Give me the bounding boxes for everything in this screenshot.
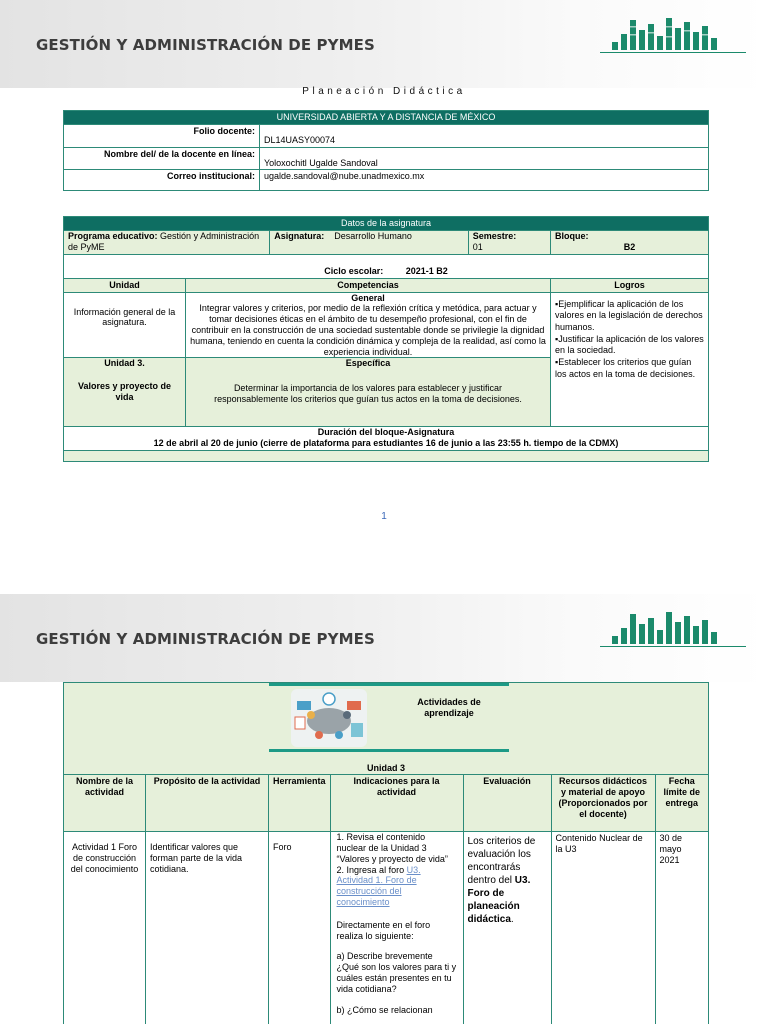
document-title: Planeación Didáctica [302,86,466,97]
unit3-label: Unidad 3. [104,358,145,369]
city-skyline-bars-icon [612,14,718,50]
competencies-header-row [64,278,709,292]
activity-evaluation [463,832,551,1024]
subject-data-table [63,216,709,462]
teacher-row [64,124,709,147]
col-unit: Unidad [64,278,186,292]
instruction-step-2: 2. Ingresa al foro [336,864,405,875]
email-value: ugalde.sandoval@nube.unadmexico.mx [260,170,709,191]
col-activity-name: Nombre de la actividad [64,775,146,832]
instruction-step-a: a) Describe brevemente ¿Qué son los valores para ti y cuáles están presentes en tu vida cotidiana? [336,951,457,994]
col-resources: Recursos didácticos y material de apoyo (Proporcionados por el docente) [551,775,655,832]
col-deadline: Fecha límite de entrega [655,775,708,832]
program-label: Programa educativo: [68,230,158,241]
col-purpose: Propósito de la actividad [146,775,269,832]
meeting-table-illustration-icon [289,687,369,749]
block-cell [551,230,709,254]
unit3-name: Valores y proyecto de vida [77,381,172,402]
block-value: B2 [623,241,636,252]
activity-tool: Foro [269,832,331,1024]
activity-name: Actividad 1 Foro de construcción del conocimiento [64,832,146,1024]
general-competency-cell [186,292,551,358]
brand-title: GESTIÓN Y ADMINISTRACIÓN DE PYMES [36,36,375,54]
activity-resources: Contenido Nuclear de la U3 [551,832,655,1024]
city-skyline-bars-icon [612,608,718,644]
col-tool: Herramienta [269,775,331,832]
cycle-label: Ciclo escolar: [324,265,384,276]
subject-label: Asignatura: [274,230,325,241]
email-label: Correo institucional: [64,170,260,191]
unit3-cell [64,358,186,427]
activity-purpose: Identificar valores que forman parte de la vida cotidiana. [146,832,269,1024]
col-instructions: Indicaciones para la actividad [330,775,463,832]
subject-cell [270,230,469,254]
instruction-step-1: 1. Revisa el contenido nuclear de la Unidad 3 “Valores y proyecto de vida” [336,832,448,864]
semester-value: 01 [472,241,483,252]
duration-text: 12 de abril al 20 de junio (cierre de plataforma para estudiantes 16 de junio a las 23:55 h. tiempo de la CDMX) [153,438,619,449]
activities-table [63,682,709,1024]
teacher-name-label: Nombre del/ de la docente en línea: [64,147,260,170]
folio-value: DL14UASY00074 [260,124,709,147]
col-evaluation: Evaluación [463,775,551,832]
program-cell [64,230,270,254]
institution-header: UNIVERSIDAD ABIERTA Y A DISTANCIA DE MÉXICO [64,111,709,125]
semester-cell [468,230,550,254]
duration-label: Duración del bloque-Asignatura [317,427,455,438]
banner-top-bar [269,683,509,686]
specific-competency-cell [186,358,551,427]
col-competencies: Competencias [186,278,551,292]
logo-underline [600,52,746,53]
evaluation-text: Los criterios de evaluación los encontrarás dentro del [467,836,536,887]
program-value: Gestión y Administración de PyME [68,230,260,252]
table-row [64,832,709,1024]
teacher-info-table [63,110,709,191]
cycle-cell [64,254,709,278]
subject-header: Datos de la asignatura [64,217,709,231]
activity-instructions [330,832,463,1024]
page-number: 1 [381,511,387,522]
subject-value: Desarrollo Humano [334,230,412,241]
header-band [0,594,768,682]
teacher-row [64,147,709,170]
activities-banner [64,683,709,763]
evaluation-forum: U3. Foro de planeación didáctica [467,875,531,926]
activities-header-row [64,775,709,832]
duration-cell [64,427,709,451]
achievement-item: ▪Establecer los criterios que guían los actos en la toma de decisiones. [555,357,696,379]
achievement-item: ▪Ejemplificar la aplicación de los valores en la legislación de derechos humanos. [555,298,703,332]
activities-title: Actividades de aprendizaje [417,697,481,718]
general-text: Integrar valores y criterios, por medio de la reflexión crítica y metódica, para actuar y tomar decisiones éticas en el ámbito de tu desempeño profesional, con el fin de contribuir en la construcción de una sociedad sustentable donde se privilegie la dignidad humana, teniendo en cuenta la condición dinámica y compleja de la realidad, así como la experiencia individual. [190,303,546,357]
general-label: General [351,292,385,303]
activity-deadline: 30 de mayo 2021 [655,832,708,1024]
cycle-value: 2021-1 B2 [405,265,448,276]
block-label: Bloque: [555,230,589,241]
instruction-step-3: Directamente en el foro realiza lo siguiente: [336,919,431,941]
specific-text: Determinar la importancia de los valores para establecer y justificar responsablemente los criterios que guían tus actos en la toma de decisiones. [214,383,522,404]
teacher-name-value: Yoloxochitl Ugalde Sandoval [260,147,709,170]
brand-title: GESTIÓN Y ADMINISTRACIÓN DE PYMES [36,630,375,648]
achievement-item: ▪Justificar la aplicación de los valores en la sociedad. [555,333,704,356]
empty-footer-row [64,451,709,462]
col-achievements: Logros [551,278,709,292]
unit-label: Unidad 3 [64,763,709,775]
achievements-cell [551,292,709,427]
folio-label: Folio docente: [64,124,260,147]
unit-general-cell: Información general de la asignatura. [64,292,186,358]
header-band [0,0,768,88]
forum-link[interactable]: U3. Actividad 1. Foro de construcción del conocimiento [336,864,421,908]
semester-label: Semestre: [472,230,517,241]
evaluation-end: . [510,914,514,926]
teacher-row [64,170,709,191]
banner-bottom-bar [269,749,509,752]
instruction-step-b: b) ¿Cómo se relacionan [336,1004,433,1015]
logo-underline [600,646,746,647]
specific-label: Específica [345,358,391,369]
subject-row [64,230,709,254]
